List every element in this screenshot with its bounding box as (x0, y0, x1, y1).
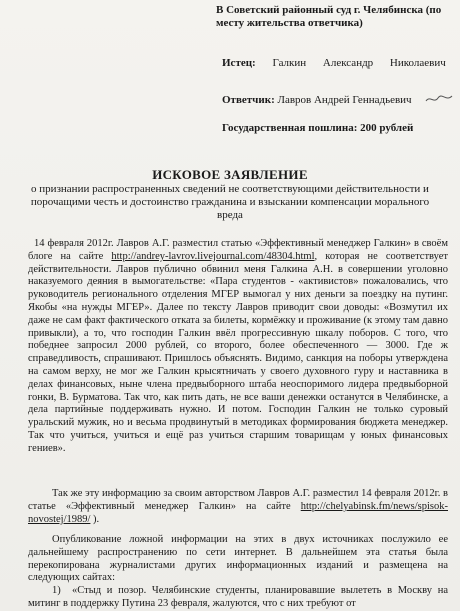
handwritten-mark (424, 92, 454, 106)
defendant-label: Ответчик: (222, 94, 275, 106)
news-site-link[interactable]: http://chelyabinsk.fm/news/spisok-novostej/1989/ (28, 500, 448, 525)
list-item-text: «Стыд и позор. Челябинские студенты, планировавшие вылететь в Москву на митинг в поддержку Путина 23 февраля, жалуются, что с них требуют от (28, 585, 448, 609)
plaintiff-label: Истец: (222, 57, 256, 69)
paragraph-1-rest: , которая не соответствует действительности. Лавров публично обвинил меня Галкина А.Н. в совершении уголовно наказуемого деяния в вымогательстве: «Пара студентов - «активистов» пожаловались, что руководитель регионального отделения МГЕР вымогал у них деньги за поездку на путинг. Якобы «на нужды МГЕР». Далее по тексту Лавров приводит свои доводы: «Возмутил их даже не сам факт фактического отката за билеты, кормёжку и проживание (к этому там давно привыкли), а то, что господин Галкин ввёл прогрессивную шкалу поборов. С того, что победнее запросил 2000 рублей, со второго, более обеспеченного — 3000. Где ж справедливость, спрашивают. Пришлось объяснять. Видимо, санкция на поборы утверждена на самом верху, не мог же Галкин крысятничать у своего духовного гуру и наставника в делах финансовых, ныне члена предвыборного штаба неоспоримого лидера предвыборной гонки, В. Бурматова. Так что, как пить дать, не все ваши денежки останутся в Челябинске, а дела партийные поддерживать нужно. И потом. Господин Галкин не только суровый уральский мужик, но и весьма продвинутый в методиках формирования бюджета менеджер. Так что учиться, учиться и ещё раз учиться старшим товарищам у юных финансовых гениев». (28, 250, 448, 454)
paragraph-2-end: ). (90, 513, 100, 525)
court-addressee: В Советский районный суд г. Челябинска (по месту жительства ответчика) (216, 4, 442, 29)
paragraph-2-start: Так же эту информацию за своим авторством Лавров А.Г. разместил 14 февраля 2012г. в статье «Эффективный менеджер Галкин» на сайте (28, 488, 448, 512)
paragraph-3 (28, 534, 448, 611)
paragraph-3-text: Опубликование ложной информации на этих в двух источниках послужило ее дальнейшему распространению по сети интернет. В дальнейшем эта статья была перекопирована журналистами других информационных изданий и размещена на следующих сайтах: (28, 534, 448, 584)
plaintiff-line (222, 57, 446, 69)
paragraph-1 (28, 238, 448, 456)
defendant-name: Лавров Андрей Геннадьевич (277, 94, 412, 106)
blog-link[interactable]: http://andrey-lavrov.livejournal.com/48304.html (111, 250, 315, 262)
state-fee: Государственная пошлина: 200 рублей (222, 122, 414, 134)
list-item (28, 585, 448, 611)
list-item-number: 1) (52, 585, 61, 597)
paragraph-1-start: 14 февраля 2012г. Лавров А.Г. разместил статью «Эффективный менеджер Галкин» в своём блоге на сайте (28, 238, 448, 262)
paragraph-2 (28, 488, 448, 526)
plaintiff-name: Галкин Александр Николаевич (272, 57, 446, 69)
defendant-line (222, 94, 412, 106)
document-subtitle: о признании распространенных сведений не соответствующими действительности и порочащими честь и достоинство гражданина и взыскании компенсации морального вреда (30, 183, 430, 221)
document-title: ИСКОВОЕ ЗАЯВЛЕНИЕ (152, 167, 308, 182)
